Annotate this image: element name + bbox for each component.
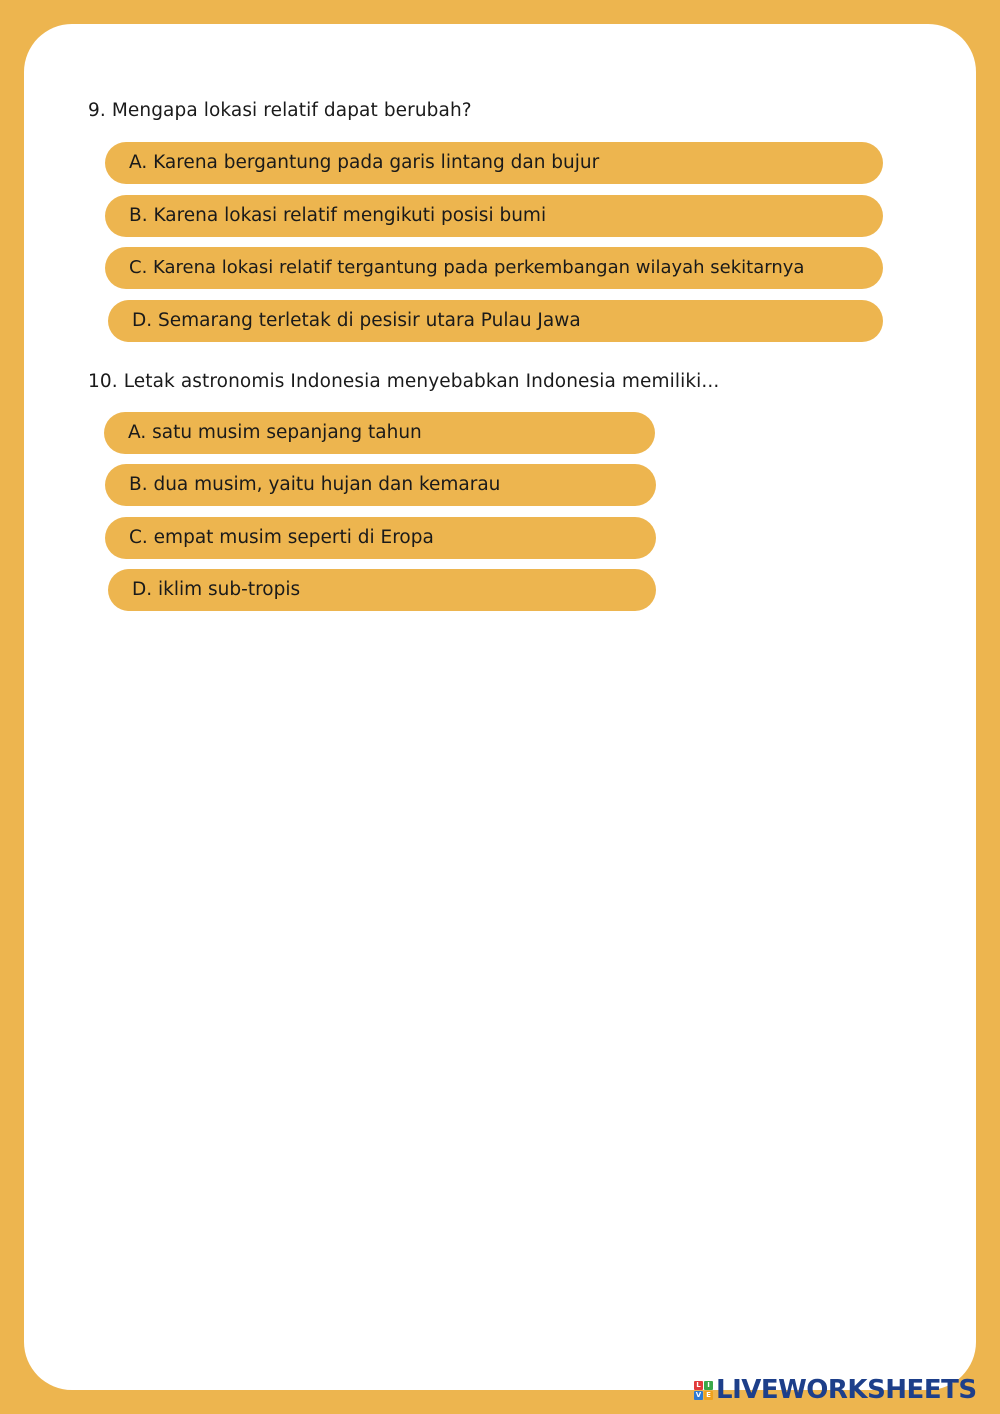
question-9-option-a[interactable] [105,142,883,184]
question-10-text: 10. Letak astronomis Indonesia menyebabkan Indonesia memiliki... [88,371,720,392]
option-label: B. dua musim, yaitu hujan dan kemarau [129,474,501,495]
option-label: A. satu musim sepanjang tahun [128,422,422,443]
question-10-option-d[interactable] [108,569,656,611]
question-10-option-c[interactable] [105,517,656,559]
question-9-option-d[interactable] [108,300,883,342]
liveworksheets-logo [694,1374,977,1406]
logo-icon-tile: I [704,1381,713,1390]
question-10-option-b[interactable] [105,464,656,506]
option-label: D. iklim sub-tropis [132,579,301,600]
option-label: D. Semarang terletak di pesisir utara Pulau Jawa [132,310,581,331]
question-10-option-a[interactable] [104,412,655,454]
option-label: C. empat musim seperti di Eropa [129,527,434,548]
logo-icon-tile: E [704,1391,713,1400]
question-9-option-b[interactable] [105,195,883,237]
option-label: B. Karena lokasi relatif mengikuti posisi bumi [129,205,547,226]
option-label: C. Karena lokasi relatif tergantung pada perkembangan wilayah sekitarnya [129,257,805,278]
liveworksheets-logo-icon [694,1381,713,1400]
question-9-option-c[interactable] [105,247,883,289]
logo-wordmark: LIVEWORKSHEETS [716,1375,977,1405]
option-label: A. Karena bergantung pada garis lintang dan bujur [129,152,600,173]
logo-icon-tile: V [695,1390,702,1399]
logo-icon-tile: L [694,1381,703,1390]
question-9-text: 9. Mengapa lokasi relatif dapat berubah? [88,100,472,121]
